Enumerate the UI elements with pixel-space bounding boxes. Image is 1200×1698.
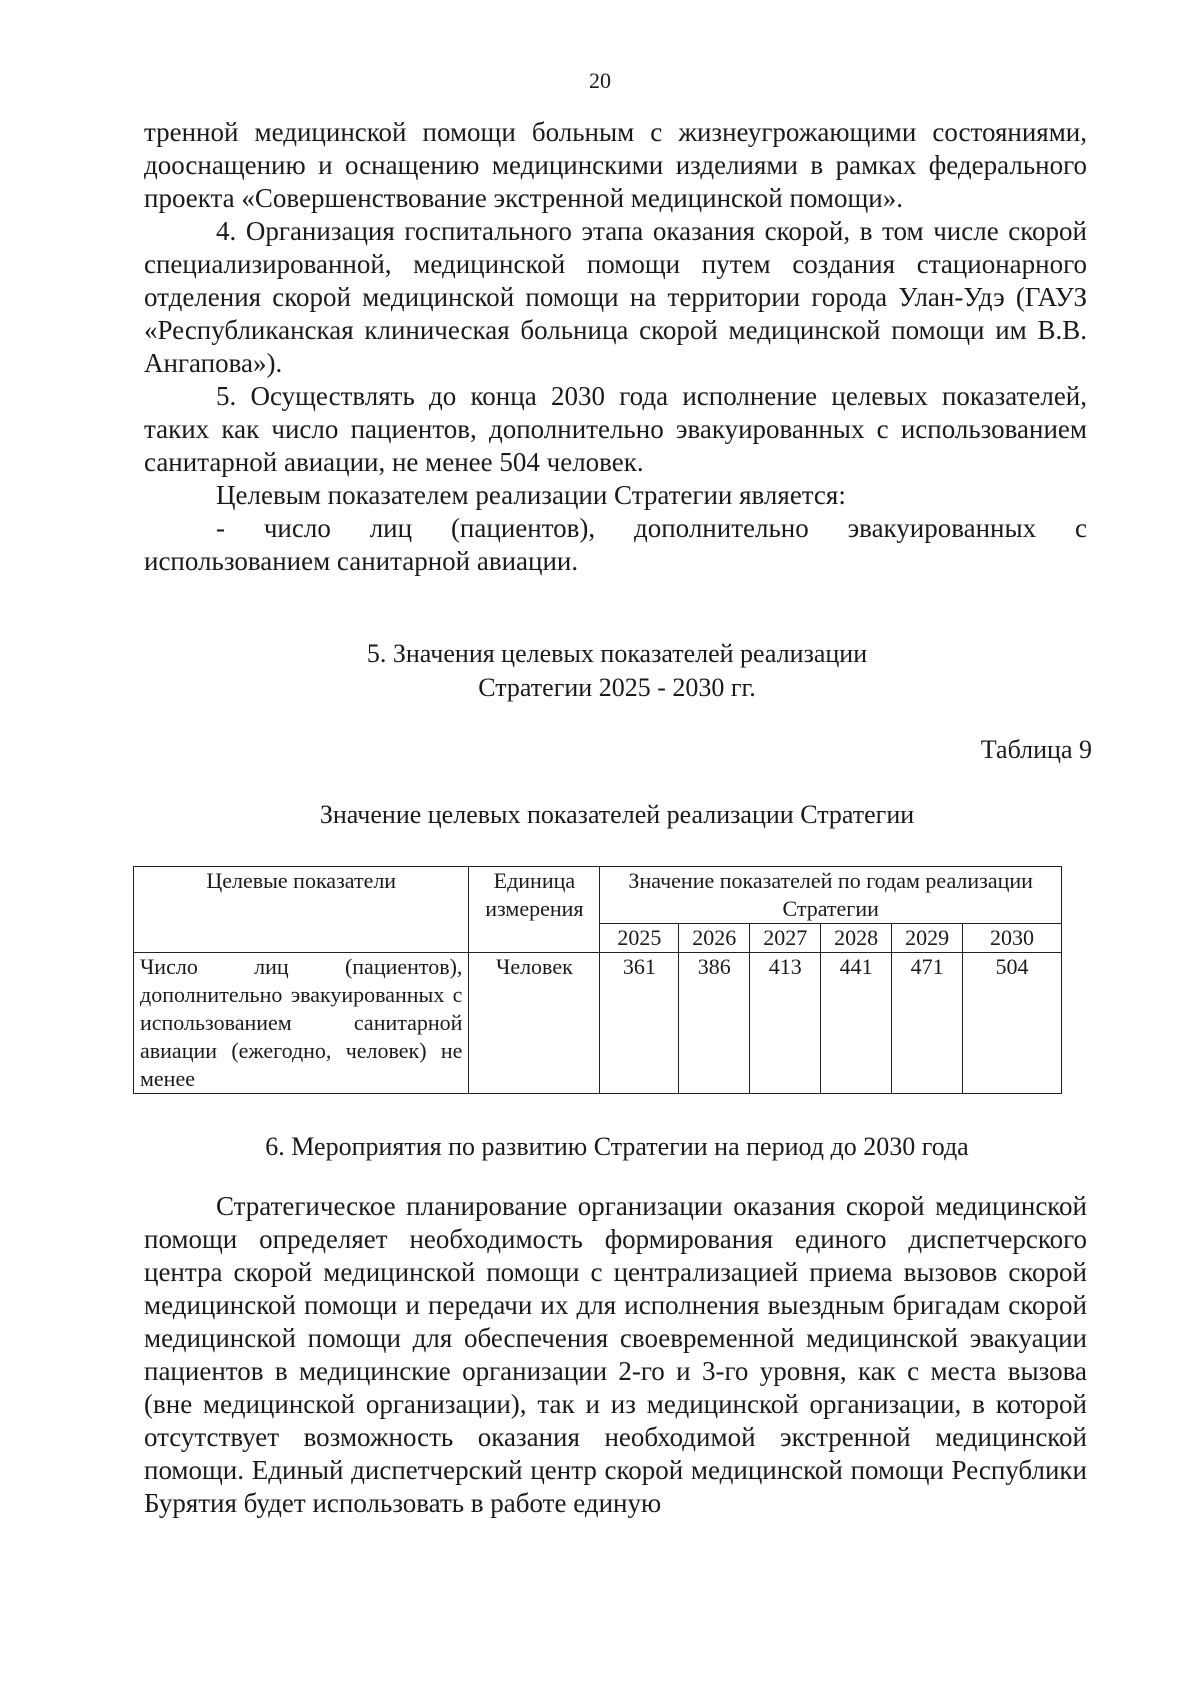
paragraph-target-indicator-item: - число лиц (пациентов), дополнительно эвакуированных с использованием санитарной авиации. [144,513,1087,576]
header-year: 2026 [679,924,750,953]
value-cell: 386 [679,953,750,1094]
paragraph-strategic-planning: Стратегическое планирование организации оказания скорой медицинской помощи определяет необходимость формирования единого диспетчерского центра скорой медицинской помощи с централизацией приема вызовов скорой медицинской помощи и передачи их для исполнения выездным бригадам скорой медицинской помощи для обеспечения своевременной медицинской эвакуации пациентов в медицинские организации 2-го и 3-го уровня, как с места вызова (вне медицинской организации), так и из медицинской организации, в которой отсутствует возможность оказания необходимой экстренной медицинской помощи. Единый диспетчерский центр скорой медицинской помощи Республики Бурятия будет использовать в работе единую [144,1191,1087,1518]
table-caption: Значение целевых показателей реализации Стратегии [319,800,915,829]
header-year: 2028 [821,924,892,953]
unit-cell: Человек [469,953,600,1094]
section-6-heading: 6. Мероприятия по развитию Стратегии на период до 2030 года [265,1132,969,1161]
indicator-name-cell: Число лиц (пациентов), дополнительно эвакуированных с использованием санитарной авиации (ежегодно, человек) не менее [134,953,469,1094]
table-row [134,953,1062,1094]
value-cell: 471 [892,953,963,1094]
paragraph-target-indicator-intro: Целевым показателем реализации Стратегии является: [216,480,846,510]
text-block-top [144,116,1087,578]
header-values-by-year: Значение показателей по годам реализации Стратегии [600,867,1062,924]
text-block-bottom [144,1190,1087,1520]
section-5-heading [0,637,1200,705]
table-header-row [134,867,1062,924]
header-unit: Единица измерения [469,867,600,953]
value-cell: 413 [750,953,821,1094]
value-cell: 504 [963,953,1062,1094]
header-year: 2027 [750,924,821,953]
header-year: 2029 [892,924,963,953]
value-cell: 441 [821,953,892,1094]
value-cell: 361 [600,953,679,1094]
paragraph-continuation: тренной медицинской помощи больным с жизнеугрожающими состояниями, дооснащению и оснащению медицинскими изделиями в рамках федерального проекта «Совершенствование экстренной медицинской помощи». [144,117,1087,213]
section-5-heading-line-1: 5. Значения целевых показателей реализации [366,639,868,668]
paragraph-item-5: 5. Осуществлять до конца 2030 года исполнение целевых показателей, таких как число пациентов, дополнительно эвакуированных с использованием санитарной авиации, не менее 504 человек. [144,381,1087,477]
header-indicators: Целевые показатели [134,867,469,953]
header-year: 2030 [963,924,1062,953]
section-5-heading-line-2: Стратегии 2025 - 2030 гг. [478,673,756,702]
paragraph-item-4: 4. Организация госпитального этапа оказания скорой, в том числе скорой специализированной, медицинской помощи путем создания стационарного отделения скорой медицинской помощи на территории города Улан-Удэ (ГАУЗ «Республиканская клиническая больница скорой медицинской помощи им В.В. Ангапова»). [144,216,1087,378]
table-label: Таблица 9 [980,735,1092,764]
page-number: 20 [589,68,611,93]
indicators-table [133,866,1062,1094]
header-year: 2025 [600,924,679,953]
